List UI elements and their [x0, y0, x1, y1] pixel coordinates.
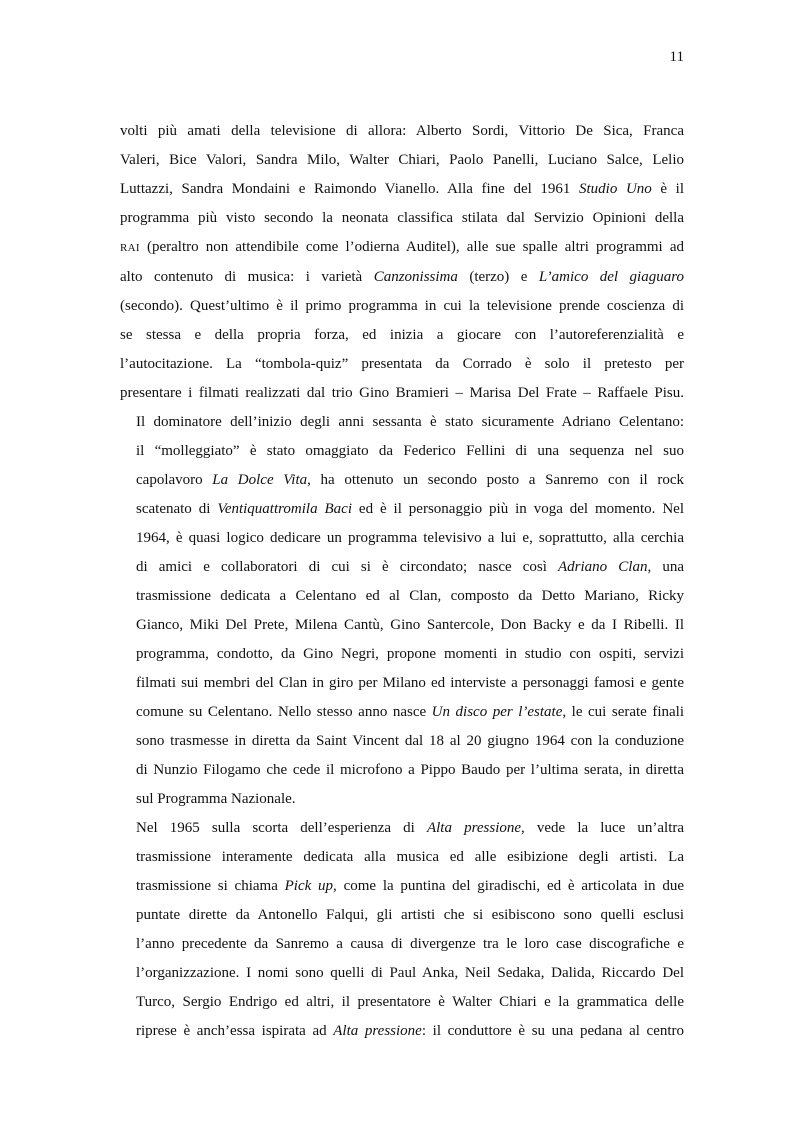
text-run: filmati sui membri del Clan in giro per Milano ed interviste a personaggi famosi e gente [136, 675, 684, 691]
text-run: programma più visto secondo la neonata classifica stilata dal Servizio Opinioni della [120, 210, 684, 226]
text-line [120, 350, 684, 379]
text-run: riprese è anch’essa ispirata ad [136, 1023, 334, 1039]
text-run: (peraltro non attendibile come l’odierna Auditel), alle sue spalle altri programmi ad [139, 239, 684, 255]
text-line [120, 495, 684, 524]
text-run: sono trasmesse in diretta da Saint Vincent dal 18 al 20 giugno 1964 con la conduzione [136, 733, 684, 749]
text-run: trasmissione dedicata a Celentano ed al Clan, composto da Detto Mariano, Ricky [136, 588, 684, 604]
text-line [120, 727, 684, 756]
text-line [120, 466, 684, 495]
text-run: , ha ottenuto un secondo posto a Sanremo con il rock [307, 472, 684, 488]
text-run: , come la puntina del giradischi, ed è articolata in due [333, 878, 684, 894]
text-line [120, 263, 684, 292]
text-run: (terzo) e [457, 269, 539, 285]
text-run: RAI [120, 242, 140, 254]
text-line [120, 988, 684, 1017]
text-run: Valeri, Bice Valori, Sandra Milo, Walter Chiari, Paolo Panelli, Luciano Salce, Lelio [120, 152, 684, 168]
text-run: 1964, è quasi logico dedicare un programma televisivo a lui e, soprattutto, alla cerchia [136, 530, 684, 546]
italic-title: Studio Uno [579, 181, 652, 197]
text-line [120, 756, 684, 785]
body-text [120, 117, 684, 1046]
text-run: comune su Celentano. Nello stesso anno nasce [136, 704, 432, 720]
text-line [120, 146, 684, 175]
text-line [120, 611, 684, 640]
text-line [120, 233, 684, 263]
text-run: se stessa e della propria forza, ed inizia a giocare con l’autoreferenzialità e [120, 327, 684, 343]
text-run: alto contenuto di musica: i varietà [120, 269, 374, 285]
text-line [120, 321, 684, 350]
text-line [120, 175, 684, 204]
italic-title: Canzonissima [373, 269, 458, 285]
text-run: sul Programma Nazionale. [136, 791, 296, 807]
text-run: di amici e collaboratori di cui si è circondato; nasce così [136, 559, 559, 575]
text-run: Il dominatore dell’inizio degli anni sessanta è stato sicuramente Adriano Celentano: [136, 414, 684, 430]
text-line [120, 901, 684, 930]
text-line [120, 930, 684, 959]
italic-title: Alta pressione [426, 820, 522, 836]
text-run: il “molleggiato” è stato omaggiato da Federico Fellini di una sequenza nel suo [136, 443, 684, 459]
text-run: ed è il personaggio più in voga del momento. Nel [352, 501, 684, 517]
text-run: l’anno precedente da Sanremo a causa di divergenze tra le loro case discografiche e [136, 936, 684, 952]
text-run: trasmissione interamente dedicata alla musica ed alle esibizione degli artisti. La [136, 849, 684, 865]
text-run: : il conduttore è su una pedana al centro [421, 1023, 685, 1039]
text-run: , le cui serate finali [562, 704, 685, 720]
text-run: Nel 1965 sulla scorta dell’esperienza di [136, 820, 427, 836]
italic-title: Pick up [284, 878, 334, 894]
italic-title: Ventiquattromila Baci [217, 501, 352, 517]
text-line [120, 814, 684, 843]
italic-title: Alta pressione [333, 1023, 422, 1039]
paragraph [120, 814, 684, 1046]
text-line [120, 204, 684, 233]
text-run: capolavoro [136, 472, 213, 488]
text-line [120, 669, 684, 698]
text-run: Luttazzi, Sandra Mondaini e Raimondo Vianello. Alla fine del 1961 [120, 181, 579, 197]
text-run: Turco, Sergio Endrigo ed altri, il presentatore è Walter Chiari e la grammatica delle [136, 994, 684, 1010]
italic-title: La Dolce Vita [212, 472, 308, 488]
text-run: presentare i filmati realizzati dal trio Gino Bramieri – Marisa Del Frate – Raffaele Pisu. [120, 385, 684, 401]
page-number: 11 [669, 49, 684, 65]
italic-title: Adriano Clan [558, 559, 648, 575]
text-line [120, 117, 684, 146]
italic-title: Un disco per l’estate [431, 704, 563, 720]
text-run: , vede la luce un’altra [521, 820, 685, 836]
paragraph [120, 117, 684, 408]
text-line [120, 640, 684, 669]
text-run: puntate dirette da Antonello Falqui, gli artisti che si esibiscono sono quelli esclusi [136, 907, 684, 923]
text-line [120, 292, 684, 321]
text-line [120, 959, 684, 988]
text-run: volti più amati della televisione di allora: Alberto Sordi, Vittorio De Sica, Franca [120, 123, 684, 139]
text-run: l’organizzazione. I nomi sono quelli di Paul Anka, Neil Sedaka, Dalida, Riccardo Del [136, 965, 684, 981]
text-line [120, 582, 684, 611]
text-line [120, 437, 684, 466]
text-run: programma, condotto, da Gino Negri, propone momenti in studio con ospiti, servizi [136, 646, 684, 662]
text-run: è il [651, 181, 684, 197]
text-line [120, 553, 684, 582]
text-run: , una [647, 559, 684, 575]
text-run: di Nunzio Filogamo che cede il microfono a Pippo Baudo per l’ultima serata, in diretta [136, 762, 684, 778]
text-run: (secondo). Quest’ultimo è il primo programma in cui la televisione prende coscienza di [120, 298, 684, 314]
text-line [120, 843, 684, 872]
text-line [120, 698, 684, 727]
text-run: l’autocitazione. La “tombola-quiz” presentata da Corrado è solo il pretesto per [120, 356, 684, 372]
text-line [120, 379, 684, 408]
text-line [120, 785, 684, 814]
text-run: scatenato di [136, 501, 218, 517]
text-line [120, 524, 684, 553]
text-line [120, 872, 684, 901]
paragraph [120, 408, 684, 814]
italic-title: L’amico del giaguaro [538, 269, 684, 285]
text-run: Gianco, Miki Del Prete, Milena Cantù, Gino Santercole, Don Backy e da I Ribelli. Il [136, 617, 684, 633]
text-line [120, 408, 684, 437]
text-line [120, 1017, 684, 1046]
text-run: trasmissione si chiama [136, 878, 285, 894]
